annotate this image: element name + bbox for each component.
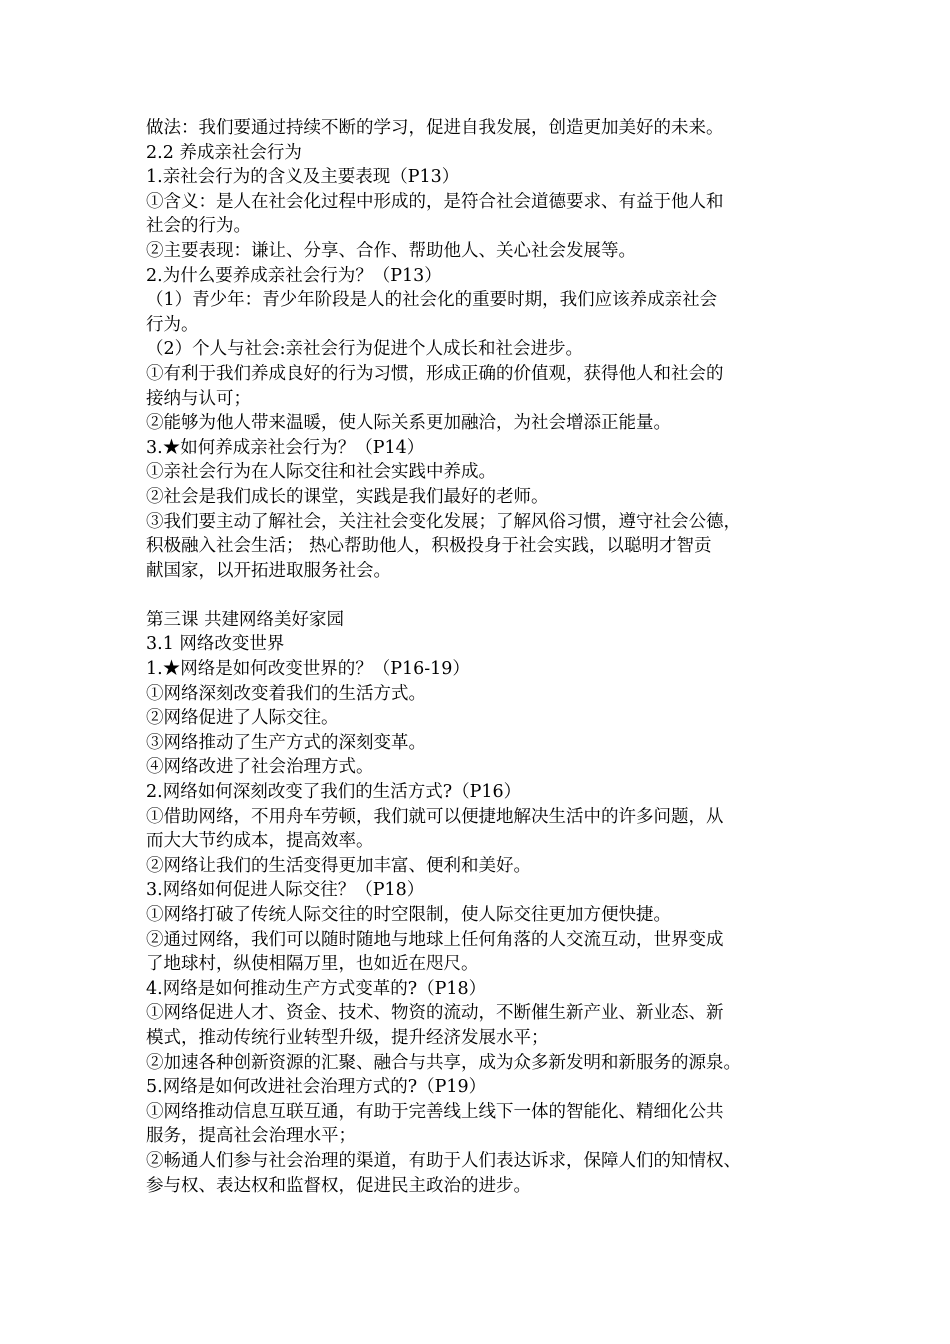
text-line: 参与权、表达权和监督权，促进民主政治的进步。 <box>146 1175 531 1196</box>
text-line: ①网络打破了传统人际交往的时空限制，使人际交往更加方便快捷。 <box>146 905 671 925</box>
text-line: 2.为什么要养成亲社会行为？（P13） <box>146 265 442 286</box>
text-line: 服务，提高社会治理水平； <box>146 1126 356 1147</box>
text-line: ②网络让我们的生活变得更加丰富、便利和美好。 <box>146 855 531 876</box>
text-line: 1.★网络是如何改变世界的？（P16-19） <box>146 659 470 680</box>
text-line: ②主要表现：谦让、分享、合作、帮助他人、关心社会发展等。 <box>146 240 636 261</box>
text-line: 3.网络如何促进人际交往？（P18） <box>146 880 425 901</box>
text-line: 了地球村，纵使相隔万里，也如近在咫尺。 <box>146 954 479 975</box>
text-line: 而大大节约成本，提高效率。 <box>146 831 374 852</box>
text-line: 模式，推动传统行业转型升级，提升经济发展水平； <box>146 1027 549 1048</box>
text-line: （2）个人与社会:亲社会行为促进个人成长和社会进步。 <box>146 339 584 360</box>
text-line: 社会的行为。 <box>146 216 251 237</box>
blank-line <box>146 583 836 608</box>
text-line: （1）青少年：青少年阶段是人的社会化的重要时期，我们应该养成亲社会 <box>146 290 718 311</box>
text-line: 4.网络是如何推动生产方式变革的?（P18） <box>146 978 487 999</box>
text-line: ②能够为他人带来温暖，使人际关系更加融洽，为社会增添正能量。 <box>146 413 671 434</box>
text-line: 做法：我们要通过持续不断的学习，促进自我发展，创造更加美好的未来。 <box>146 118 724 138</box>
text-line: 5.网络是如何改进社会治理方式的?（P19） <box>146 1077 487 1098</box>
text-line: ③网络推动了生产方式的深刻变革。 <box>146 732 426 753</box>
text-line: ④网络改进了社会治理方式。 <box>146 757 374 778</box>
text-line: ①含义：是人在社会化过程中形成的，是符合社会道德要求、有益于他人和 <box>146 191 724 212</box>
document-body <box>146 116 836 1198</box>
text-line: ②加速各种创新资源的汇聚、融合与共享，成为众多新发明和新服务的源泉。 <box>146 1052 741 1073</box>
text-line: 3.★如何养成亲社会行为？（P14） <box>146 437 425 458</box>
text-line: ③我们要主动了解社会，关注社会变化发展；了解风俗习惯，遵守社会公德， <box>146 511 741 532</box>
text-line: ①借助网络，不用舟车劳顿，我们就可以便捷地解决生活中的许多问题，从 <box>146 806 724 827</box>
text-line: 接纳与认可； <box>146 388 251 409</box>
text-line: ②网络促进了人际交往。 <box>146 708 339 729</box>
text-line: ①网络推动信息互联互通，有助于完善线上线下一体的智能化、精细化公共 <box>146 1101 724 1122</box>
text-line: 积极融入社会生活； 热心帮助他人，积极投身于社会实践，以聪明才智贡 <box>146 536 712 557</box>
text-line: 2.2 养成亲社会行为 <box>146 142 302 163</box>
text-line: ①亲社会行为在人际交往和社会实践中养成。 <box>146 462 496 483</box>
text-line: ②畅通人们参与社会治理的渠道，有助于人们表达诉求，保障人们的知情权、 <box>146 1150 741 1171</box>
text-line: ②通过网络，我们可以随时随地与地球上任何角落的人交流互动，世界变成 <box>146 929 724 950</box>
text-line: ①网络促进人才、资金、技术、物资的流动，不断催生新产业、新业态、新 <box>146 1003 724 1024</box>
text-line: 3.1 网络改变世界 <box>146 634 285 655</box>
text-line: 献国家，以开拓进取服务社会。 <box>146 560 391 581</box>
text-line: ①有利于我们养成良好的行为习惯，形成正确的价值观，获得他人和社会的 <box>146 363 724 384</box>
text-line: 第三课 共建网络美好家园 <box>146 609 345 630</box>
text-line: 行为。 <box>146 314 199 335</box>
text-line: 2.网络如何深刻改变了我们的生活方式?（P16） <box>146 782 522 803</box>
text-line: ②社会是我们成长的课堂，实践是我们最好的老师。 <box>146 486 549 507</box>
text-line: ①网络深刻改变着我们的生活方式。 <box>146 683 426 704</box>
text-line: 1.亲社会行为的含义及主要表现（P13） <box>146 167 460 188</box>
